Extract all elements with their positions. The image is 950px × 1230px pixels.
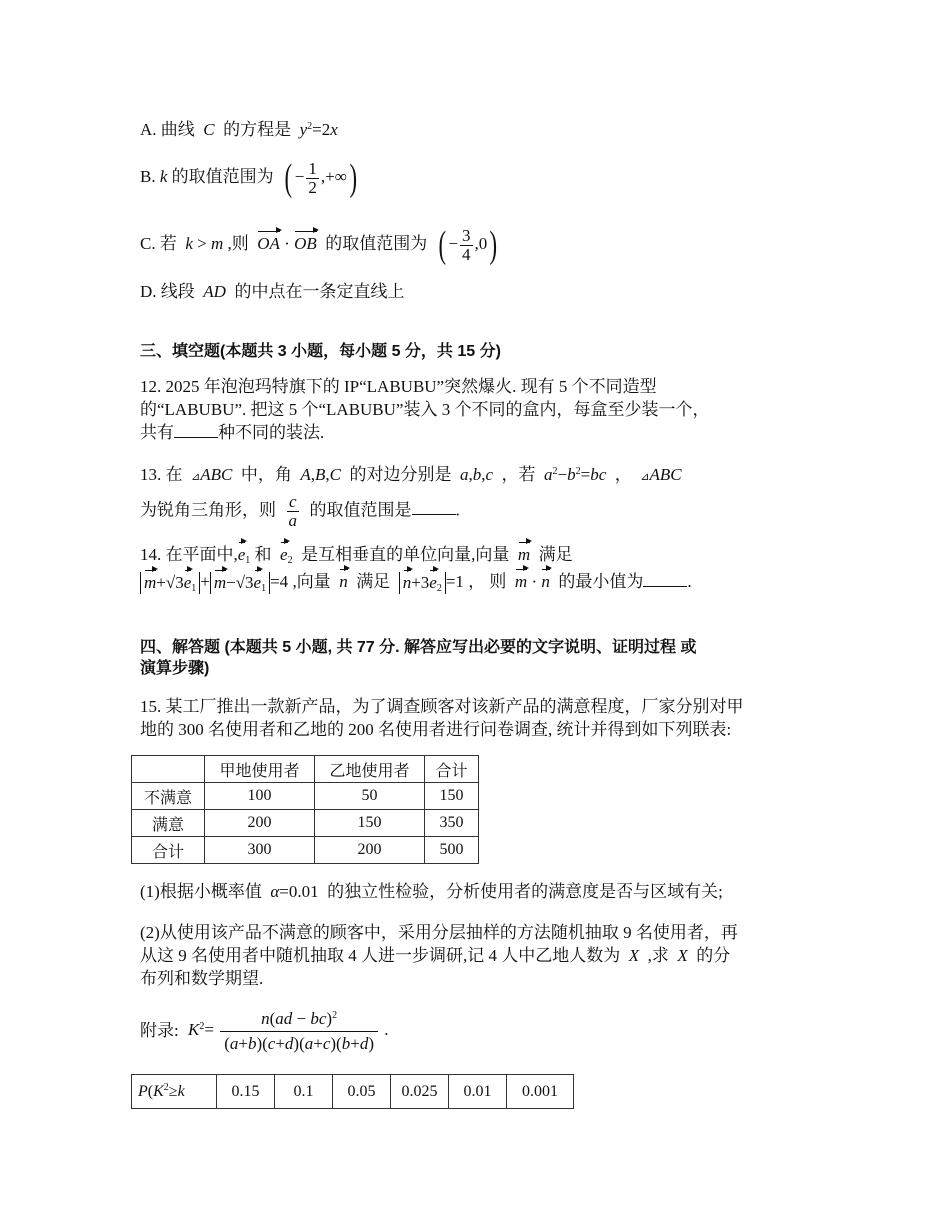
table-header-cell [132, 756, 205, 783]
q14-g: ， 则 [468, 572, 507, 591]
section-4-title-line1: 四、解答题 (本题共 5 小题, 共 77 分. 解答应写出必要的文字说明、证明过程 或 [140, 639, 697, 656]
table-row [132, 783, 479, 810]
q14-line2: $m+√3e_1 + m-√3e_1 =4$ ,向量 n 满足 $n+3e_2 =1$ ， 则 m · n 的最小值为 . [140, 571, 692, 594]
q15-part2-line2a: 从这 9 名使用者中随机抽取 4 人进一步调研,记 4 人中乙地人数为 [140, 946, 621, 965]
table-cell: 0.1 [275, 1075, 333, 1109]
critical-value-table [131, 1074, 574, 1109]
q13-c: 的对边分别是 [349, 465, 452, 484]
table-cell: 0.001 [507, 1075, 574, 1109]
q13-b: 中，角 [240, 465, 292, 484]
table-cell: 0.01 [449, 1075, 507, 1109]
q14-c: 是互相垂直的单位向量,向量 [301, 545, 510, 564]
q15-part1-a: (1)根据小概率值 [140, 882, 262, 901]
table-cell: 200 [315, 837, 425, 864]
q15-part1: (1)根据小概率值 α=0.01 的独立性检验，分析使用者的满意度是否与区域有关; [140, 882, 723, 901]
section-3-title: 三、填空题(本题共 3 小题，每小题 5 分，共 15 分) [140, 343, 501, 360]
q13-line1: 13. 在 ⊿ABC 中，角 A,B,C 的对边分别是 a,b,c ，若 $a^2-b^2=bc$ ， ⊿ABC [140, 465, 682, 484]
option-b-text: 的取值范围为 [171, 166, 274, 186]
table-cell: 50 [315, 783, 425, 810]
q13-line2-a: 为锐角三角形，则 [140, 500, 276, 520]
q15-part1-b: 的独立性检验，分析使用者的满意度是否与区域有关; [327, 882, 723, 901]
q14-d: 满足 [538, 545, 573, 564]
q12-line3-b: 种不同的装法. [218, 423, 325, 442]
table-cell: 合计 [132, 837, 205, 864]
table-cell: 0.15 [217, 1075, 275, 1109]
q12-line2: 的“LABUBU”. 把这 5 个“LABUBU”装入 3 个不同的盒内，每盒至少装一个， [140, 400, 710, 419]
option-b: B. k 的取值范围为 ( − $\frac{1}{2}$ ,+∞) [140, 157, 357, 199]
q12-answer-blank [174, 423, 218, 438]
option-a-prefix: A. 曲线 [140, 120, 195, 139]
table-cell: 满意 [132, 810, 205, 837]
table-header-cell: 合计 [425, 756, 479, 783]
q14-a: 14. 在平面中, [140, 545, 238, 564]
contingency-table [131, 755, 479, 864]
option-a-text: 的方程是 [223, 120, 292, 139]
q13-a: 13. 在 [140, 465, 183, 484]
q12-line3 [140, 422, 324, 444]
q14-e: ,向量 [292, 572, 331, 591]
q14-answer-blank [643, 572, 687, 587]
q13-line2-b: 的取值范围是 [309, 500, 412, 520]
table-row [132, 1075, 574, 1109]
q15-part2-line2b: ,求 [647, 946, 669, 965]
table-cell: 350 [425, 810, 479, 837]
q14-f: 满足 [356, 572, 391, 591]
appendix-label: 附录: [140, 1021, 179, 1040]
table-cell: 0.05 [333, 1075, 391, 1109]
q15-part2-line2c: 的分 [696, 946, 731, 965]
q12-line3-a: 共有 [140, 423, 174, 442]
table-cell: 200 [205, 810, 315, 837]
table-cell: 不满意 [132, 783, 205, 810]
table-cell: 500 [425, 837, 479, 864]
table-row [132, 837, 479, 864]
q15-line2: 地的 300 名使用者和乙地的 200 名使用者进行问卷调查, 统计并得到如下列联表: [140, 720, 732, 739]
q13-line2: 为锐角三角形，则 $\frac{c}{a}$ 的取值范围是 . [140, 492, 460, 530]
q15-part2-line3: 布列和数学期望. [140, 969, 264, 988]
option-b-prefix: B. [140, 166, 156, 186]
q14-h: 的最小值为 [558, 572, 644, 591]
option-d-prefix: D. 线段 [140, 282, 195, 301]
table-cell: 100 [205, 783, 315, 810]
table-cell: 300 [205, 837, 315, 864]
q12-line1: 12. 2025 年泡泡玛特旗下的 IP“LABUBU”突然爆火. 现有 5 个不同造型 [140, 377, 657, 396]
q13-d: ，若 [501, 465, 536, 484]
option-c: C. 若 k > m ,则 OA · OB 的取值范围为 ( − $\frac{3}{4}$ ,0) [140, 224, 498, 266]
option-a: A. 曲线 C 的方程是 $y^2=2x$ [140, 120, 338, 139]
q15-part2-line2: 从这 9 名使用者中随机抽取 4 人进一步调研,记 4 人中乙地人数为 X ,求 X 的分 [140, 946, 731, 965]
option-c-comma: ,则 [227, 233, 249, 253]
table-cell: 150 [315, 810, 425, 837]
q14-b: 和 [254, 545, 272, 564]
option-c-text: 的取值范围为 [325, 233, 428, 253]
table-cell: 0.025 [391, 1075, 449, 1109]
option-c-prefix: C. 若 [140, 233, 177, 253]
chi-square-formula: $K^2=$ $\frac{n(ad - bc)^2}{(a+b)(c+d)(a+c)(b+d)}$ . [188, 1004, 388, 1056]
option-d: D. 线段 AD 的中点在一条定直线上 [140, 282, 405, 301]
table-header-cell: $P(K^2\ge k$ [132, 1075, 217, 1109]
option-d-text: 的中点在一条定直线上 [234, 282, 405, 301]
q15-part2-line1: (2)从使用该产品不满意的顾客中，采用分层抽样的方法随机抽取 9 名使用者，再 [140, 923, 738, 942]
table-header-row [132, 756, 479, 783]
table-row [132, 810, 479, 837]
table-header-cell: 乙地使用者 [315, 756, 425, 783]
table-cell: 150 [425, 783, 479, 810]
q13-answer-blank [412, 500, 456, 515]
section-4-title-line2: 演算步骤) [140, 660, 210, 677]
q15-line1: 15. 某工厂推出一款新产品，为了调查顾客对该新产品的满意程度，厂家分别对甲 [140, 697, 744, 716]
q14-line1: 14. 在平面中$,e_1$ 和 $e_2$ 是互相垂直的单位向量,向量 m 满足 [140, 545, 573, 566]
table-header-cell: 甲地使用者 [205, 756, 315, 783]
